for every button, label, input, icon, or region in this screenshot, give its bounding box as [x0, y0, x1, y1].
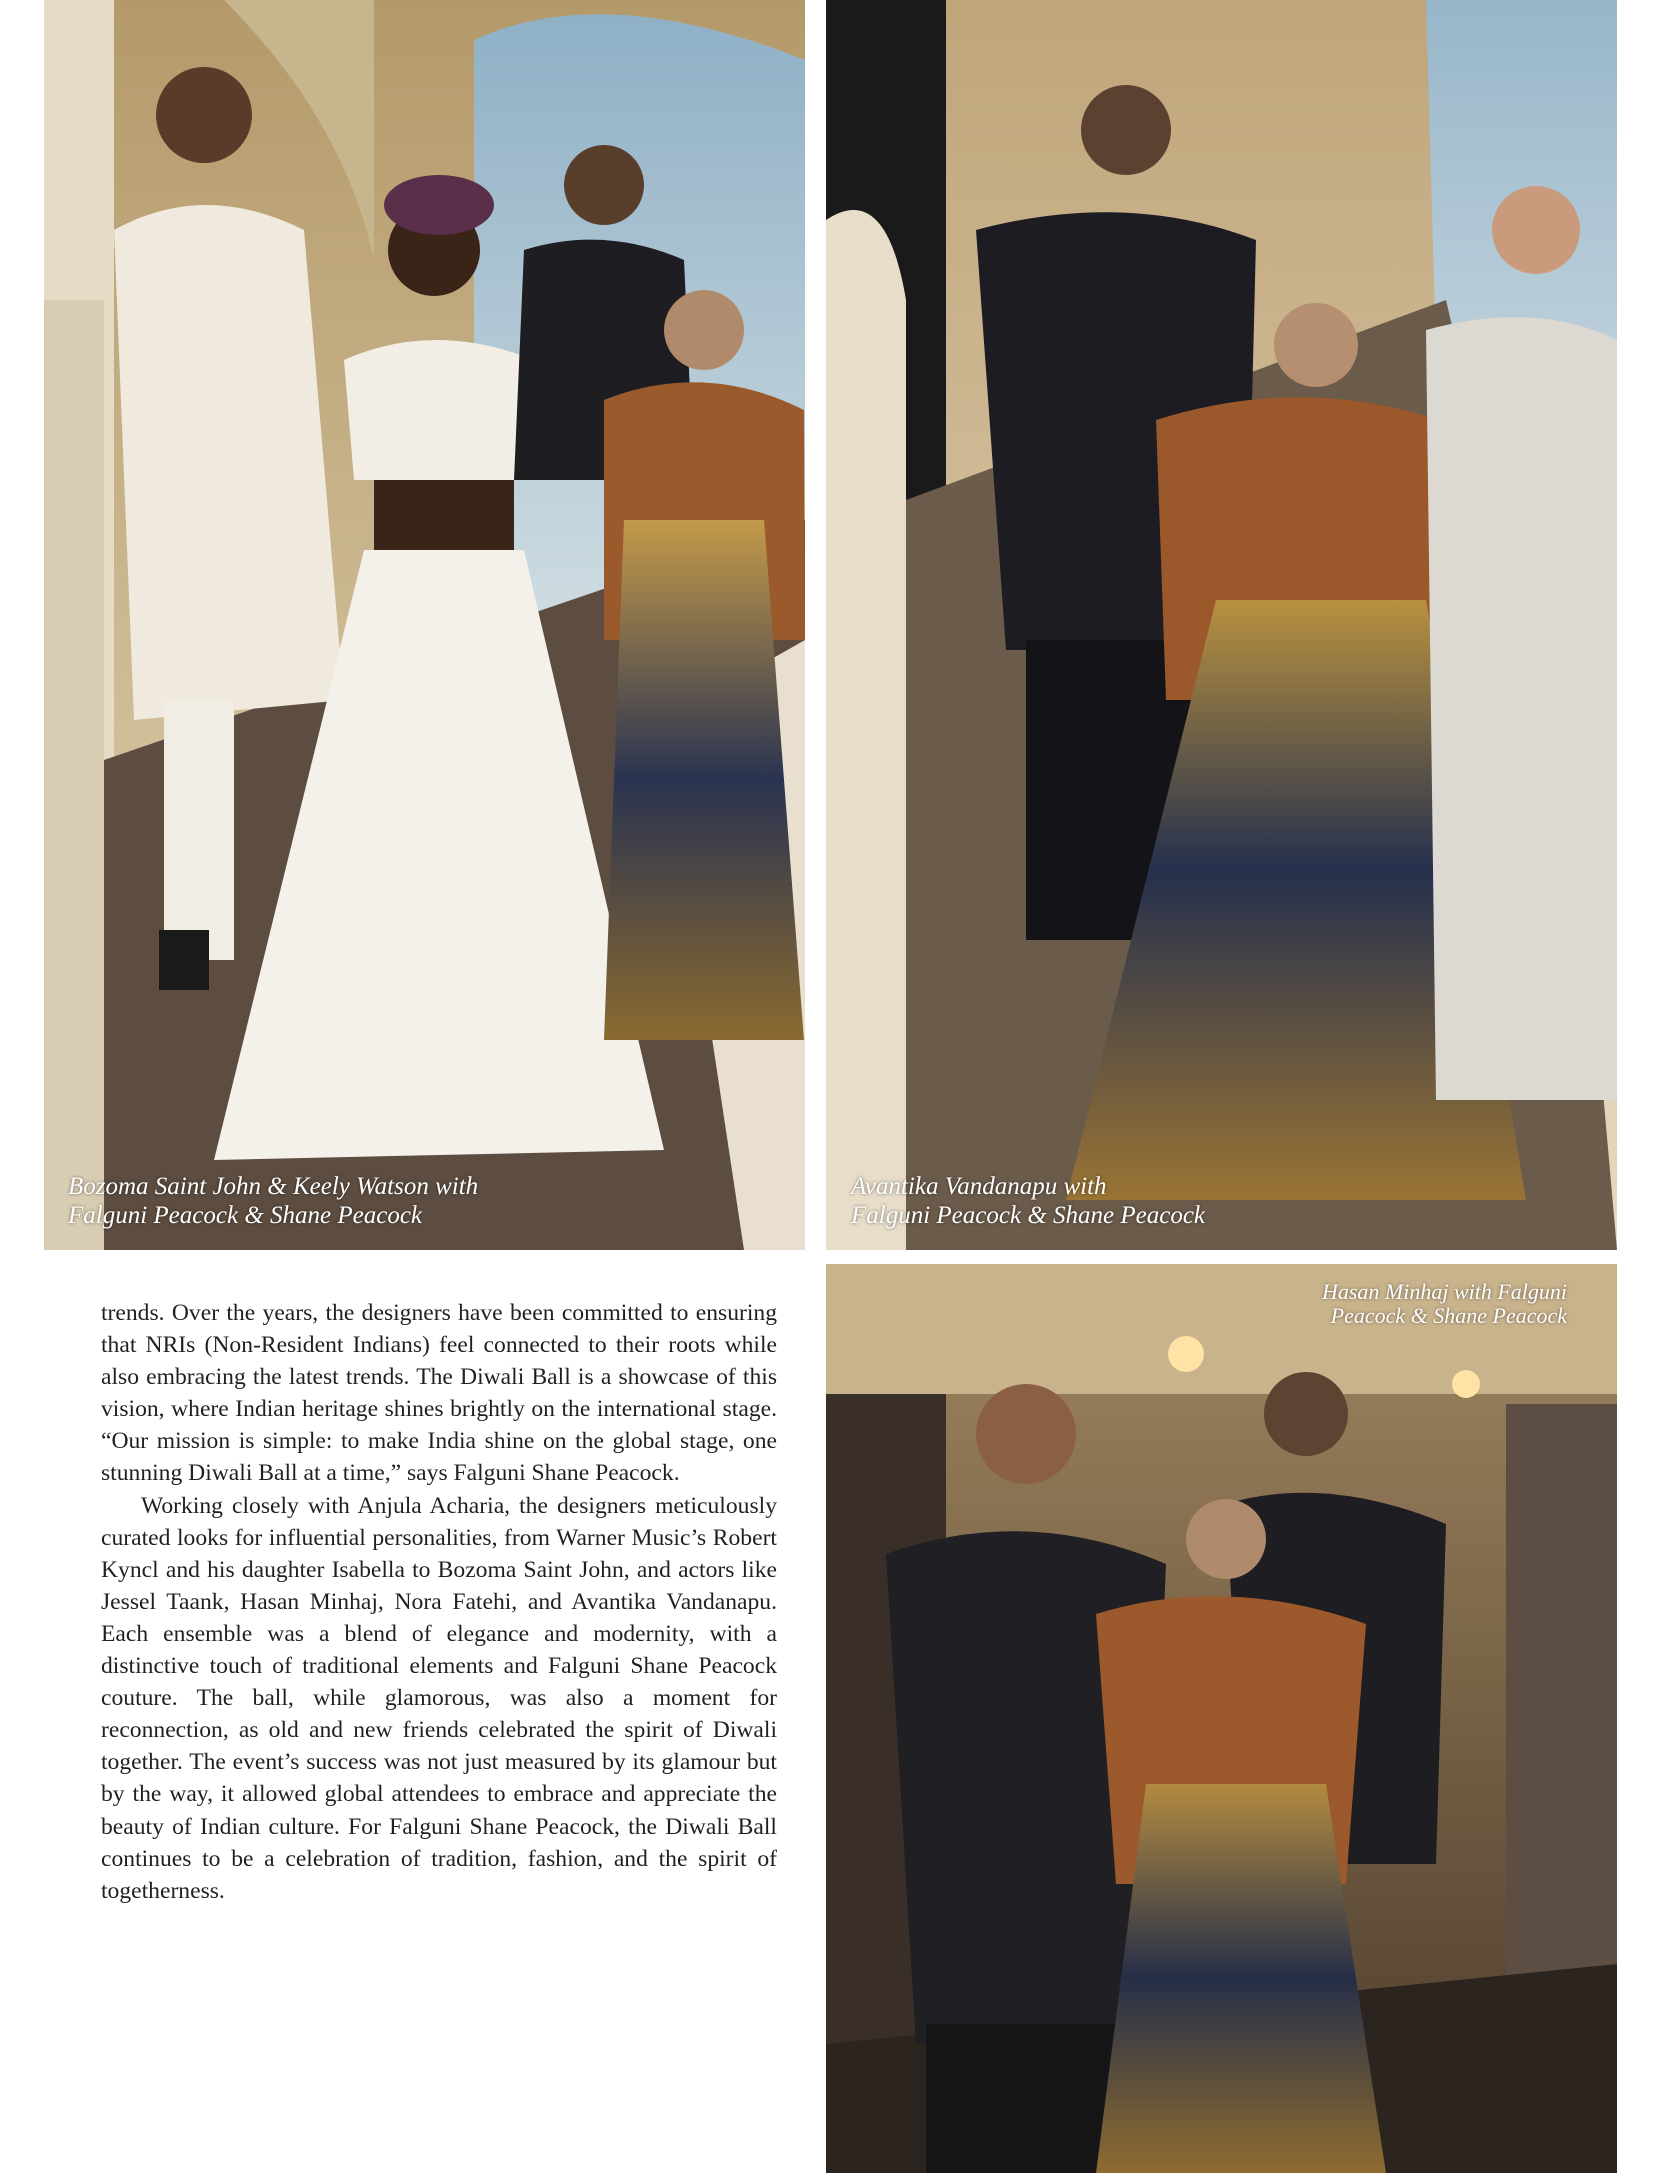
article-paragraph: Working closely with Anjula Acharia, the designers meticulously curated looks for influential personalities, from Warner Music’s Robert Kyncl and his daughter Isabella to Bozoma Saint John, and actors like Jessel Taank, Hasan Minhaj, Nora Fatehi, and Avantika Vandanapu. Each ensemble was a blend of elegance and modernity, with a distinctive touch of traditional elements and Falguni Shane Peacock couture. The ball, while glamorous, was also a moment for reconnection, as old and new friends celebrated the spirit of Diwali together. The event’s success was not just measured by its glamour but by the way, it allowed global attendees to embrace and appreciate the beauty of Indian culture. For Falguni Shane Peacock, the Diwali Ball continues to be a celebration of tradition, fashion, and the spirit of togetherness.: [101, 1492, 777, 1904]
photo-image: [826, 1264, 1617, 2173]
caption-line: Falguni Peacock & Shane Peacock: [68, 1202, 423, 1229]
photo-caption: [68, 1172, 478, 1230]
photo-avantika-falguni-shane: [826, 0, 1617, 1250]
photo-hasan-falguni-shane: [826, 1264, 1617, 2173]
photo-caption: [1322, 1280, 1567, 1328]
caption-line: Falguni Peacock & Shane Peacock: [851, 1202, 1206, 1229]
article-body: [101, 1297, 777, 1907]
caption-line: Peacock & Shane Peacock: [1330, 1303, 1567, 1328]
caption-line: Avantika Vandanapu with: [851, 1173, 1107, 1200]
caption-line: Bozoma Saint John & Keely Watson with: [68, 1173, 479, 1200]
caption-line: Hasan Minhaj with Falguni: [1321, 1279, 1567, 1304]
photo-image: [826, 0, 1617, 1250]
photo-bozoma-keely-falguni-shane: [44, 0, 805, 1250]
photo-caption: [851, 1172, 1205, 1230]
photo-image: [44, 0, 805, 1250]
article-paragraph: trends. Over the years, the designers have been committed to ensuring that NRIs (Non-Resident Indians) feel connected to their roots while also embracing the latest trends. The Diwali Ball is a showcase of this vision, where Indian heritage shines brightly on the international stage. “Our mission is simple: to make India shine on the global stage, one stunning Diwali Ball at a time,” says Falguni Shane Peacock.: [101, 1300, 777, 1487]
